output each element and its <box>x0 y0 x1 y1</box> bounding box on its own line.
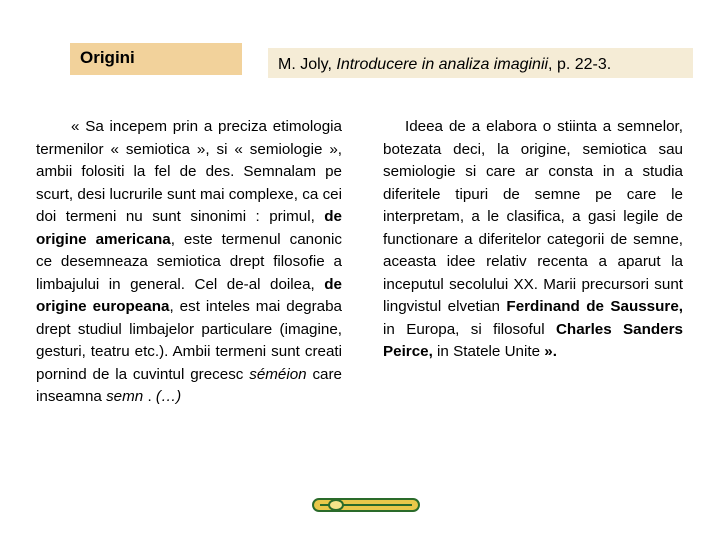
text-run: semn <box>106 388 144 405</box>
citation-author: M. Joly, <box>278 56 337 73</box>
text-run: de origine americana <box>36 208 342 248</box>
right-paragraph <box>383 116 683 364</box>
citation-pages: , p. 22-3. <box>548 56 612 73</box>
nav-loop-shape <box>329 500 343 510</box>
text-run: de origine europeana <box>36 275 342 315</box>
text-run: in Statele Unite <box>432 343 545 360</box>
section-tag: Origini <box>70 43 242 75</box>
right-text-column <box>383 116 683 364</box>
return-loop-icon[interactable] <box>312 495 420 515</box>
text-run: , este termenul canonic ce desemneaza semiotica drept filosofie a limbajului in general. Cel de-al doilea, <box>36 230 342 293</box>
text-run: Charles Sanders Peirce, <box>383 320 683 360</box>
text-run: in Europa, si filosoful <box>383 320 556 338</box>
text-run: Ideea de a elabora o stiinta a semnelor, botezata deci, la origine, semiotica sau semiologie si care ar consta in a studia diferitele tipuri de semne pe care le interpretam, a le clasifica, a gasi legile de functionare a diferitelor categorii de semne, aceasta idee relativ recenta a aparut la inceputul secolului XX. Marii precursori sunt lingvistul elvetian <box>383 118 683 315</box>
text-run: « Sa incepem prin a preciza etimologia termenilor « semiotica », si « semiologie », ambii folositi la fel de des. Semnalam pe scurt, desi lucrurile sunt mai complexe, ca cei doi termeni nu sunt sinonimi : primul, <box>36 118 342 225</box>
text-run: séméion <box>249 365 307 383</box>
text-run: Ferdinand de Saussure, <box>506 298 683 315</box>
citation <box>268 48 693 78</box>
left-paragraph <box>36 116 342 409</box>
text-run: , est inteles mai degraba drept studiul limbajelor particulare (imagine, gesturi, teatru etc.). Ambii termeni sunt creati pornind de la cuvintul grecesc <box>36 298 343 383</box>
citation-title: Introducere in analiza imaginii <box>336 56 549 73</box>
text-run: . <box>143 388 156 405</box>
left-quote-column <box>36 116 342 409</box>
text-run: (…) <box>155 388 182 405</box>
return-loop-icon-graphic <box>312 495 420 515</box>
text-run: ». <box>544 343 557 360</box>
text-run: care inseamna <box>36 365 343 405</box>
